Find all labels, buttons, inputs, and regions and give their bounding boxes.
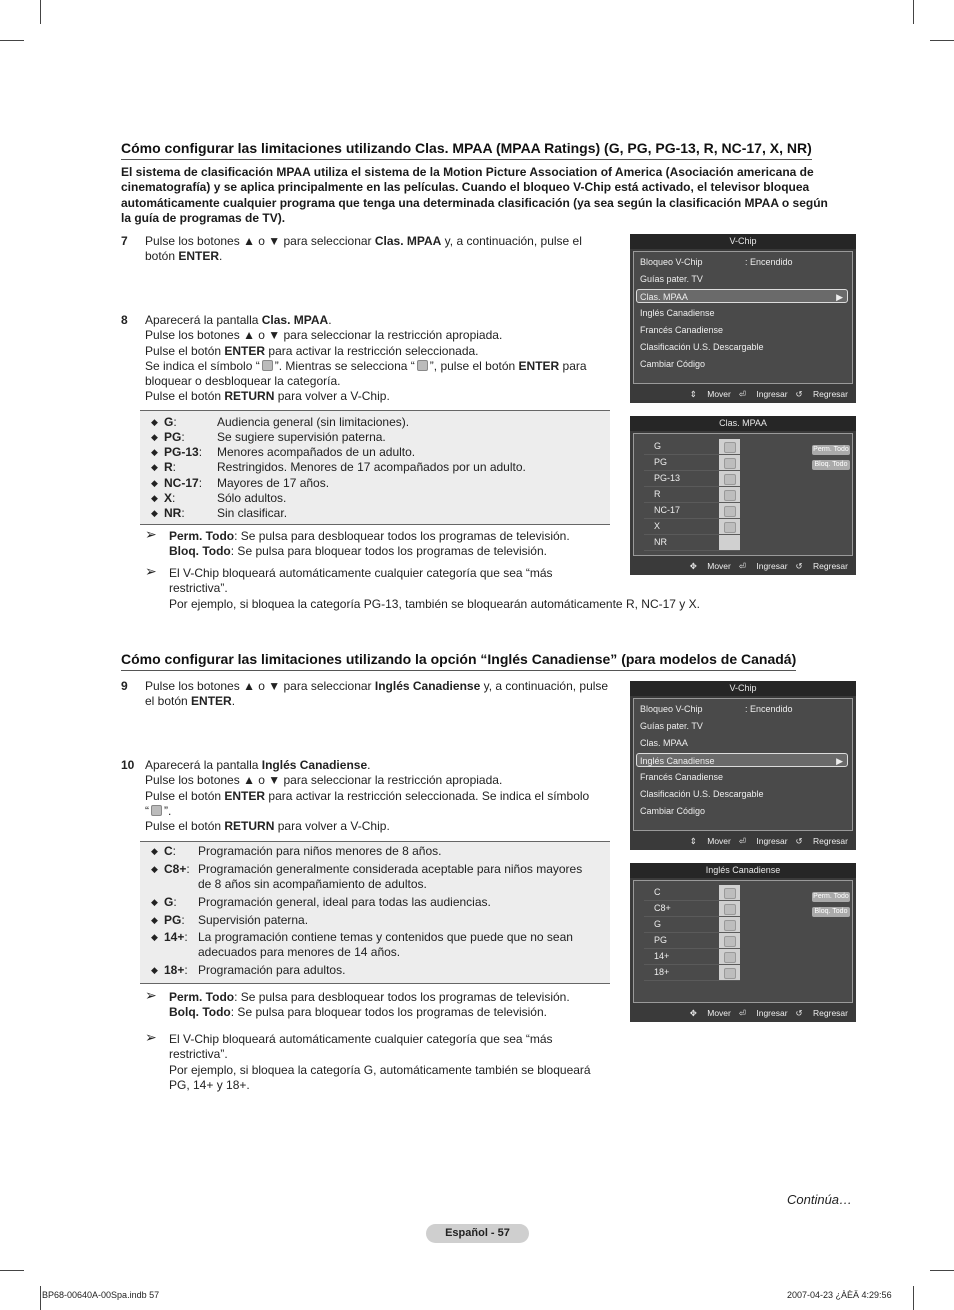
perm-todo-button[interactable]: Perm. Todo (813, 893, 849, 900)
lock-icon (417, 360, 428, 371)
intro-line: El sistema de clasificación MPAA utiliza el sistema de la Motion Picture Association of America (Asociación americana de (121, 165, 814, 179)
screen-footer: ✥ Mover ⏎ Ingresar ↺ Regresar (689, 1008, 848, 1018)
intro-mpaa (121, 165, 851, 226)
menu-item[interactable]: Cambiar Código (640, 806, 706, 816)
menu-item-selected[interactable]: Clas. MPAA ▶ (636, 289, 848, 303)
rating-lock-row[interactable]: C8+ (644, 901, 740, 917)
canadian-screen (630, 863, 856, 1022)
rating-lock-row[interactable]: PG (644, 933, 740, 949)
vchip-screen (630, 234, 856, 403)
rating-lock-row[interactable]: 18+ (644, 965, 740, 981)
print-footer-file: BP68-00640A-00Spa.indb 57 (42, 1290, 160, 1300)
bloq-todo-button[interactable]: Bloq. Todo (812, 460, 850, 470)
lock-icon (724, 474, 736, 485)
mpaa-ratings-box: ◆ G: Audiencia general (sin limitaciones). ◆ PG: Se sugiere supervisión paterna. ◆ PG-13: Menores acompañados de un adulto. ◆ R: Restringidos. Menores de 17 acompañados por un adulto. ◆ NC-17: Mayores de 17 años. ◆ X: Sólo adultos. ◆ NR: Sin clasificar. (140, 410, 610, 525)
arrow-icon: ➢ (145, 526, 157, 542)
lock-icon (262, 360, 273, 371)
menu-item[interactable]: Clas. MPAA (640, 738, 688, 748)
section-title-mpaa: Cómo configurar las limitaciones utilizando Clas. MPAA (MPAA Ratings) (G, PG, PG-13, R, NC-17, X, NR) (121, 140, 812, 156)
menu-item[interactable]: Francés Canadiense (640, 772, 724, 782)
intro-line: automáticamente cualquier programa que tenga una determinada clasificación (ya sea según la clasificación MPAA o según (121, 195, 828, 210)
perm-todo-button[interactable]: Perm. Todo (813, 446, 849, 453)
crop-mark (913, 0, 914, 24)
lock-icon (724, 904, 736, 915)
step-number: 8 (121, 313, 128, 327)
menu-item[interactable]: Inglés Canadiense (640, 308, 715, 318)
screen-title: V-Chip (630, 234, 856, 249)
lock-icon (724, 442, 736, 453)
menu-item-selected[interactable]: Inglés Canadiense ▶ (636, 753, 848, 767)
rating-lock-row[interactable]: PG-13 (644, 471, 740, 487)
lock-icon (724, 968, 736, 979)
canadian-ratings-box: ◆ C: Programación para niños menores de 8 años. ◆ C8+: Programación generalmente considerada aceptable para niños mayores de 8 años sin acompañamiento de adultos. ◆ G: Programación general, ideal para todas las audiencias. ◆ PG: Supervisión paterna. ◆ 14+: La programación contiene temas y contenidos que puede que no sean adecuados para menores de 14 años. ◆ 18+: Programación para adultos. (140, 841, 610, 984)
menu-item[interactable]: Clasificación U.S. Descargable (640, 789, 764, 799)
lock-icon (724, 952, 736, 963)
screen-title: Inglés Canadiense (630, 863, 856, 878)
mpaa-screen (630, 416, 856, 575)
rating-lock-row[interactable]: 14+ (644, 949, 740, 965)
menu-item[interactable]: Francés Canadiense (640, 325, 724, 335)
step-number: 7 (121, 234, 128, 248)
crop-mark (930, 40, 954, 41)
crop-mark (40, 1286, 41, 1310)
step-number: 9 (121, 679, 128, 693)
lock-icon (724, 888, 736, 899)
screen-footer: ⇕ Mover ⏎ Ingresar ↺ Regresar (689, 836, 848, 846)
print-footer-date: 2007-04-23 ¿ÀÈÄ 4:29:56 (787, 1290, 892, 1300)
vchip-screen (630, 681, 856, 850)
rating-lock-row[interactable]: G (644, 917, 740, 933)
continued-label: Continúa… (787, 1192, 853, 1207)
intro-line: cinematografía) y se aplica principalmente en las películas. Cuando el bloqueo V-Chip está activado, el televisor bloquea (121, 180, 810, 195)
crop-mark (913, 1286, 914, 1310)
screen-footer: ✥ Mover ⏎ Ingresar ↺ Regresar (689, 561, 848, 571)
rating-lock-row[interactable]: R (644, 487, 740, 503)
arrow-icon: ➢ (145, 987, 157, 1003)
screen-title: V-Chip (630, 681, 856, 696)
lock-icon (724, 920, 736, 931)
screen-title: Clas. MPAA (630, 416, 856, 431)
menu-item[interactable]: Bloqueo V-Chip : Encendido (640, 257, 793, 267)
step-number: 10 (121, 758, 135, 772)
menu-item[interactable]: Cambiar Código (640, 359, 706, 369)
lock-icon (151, 805, 162, 816)
page-number-badge: Español - 57 (426, 1224, 529, 1243)
arrow-icon: ➢ (145, 563, 157, 579)
arrow-right-icon: ▶ (836, 292, 843, 302)
lock-icon (724, 458, 736, 469)
menu-item[interactable]: Guías pater. TV (640, 274, 703, 284)
intro-line: la guía de programas de TV). (121, 210, 286, 225)
menu-item[interactable]: Guías pater. TV (640, 721, 703, 731)
rating-lock-row[interactable]: NR (644, 535, 740, 551)
bloq-todo-button[interactable]: Bloq. Todo (812, 907, 850, 917)
lock-icon (724, 936, 736, 947)
crop-mark (40, 0, 41, 24)
section-title-canadian: Cómo configurar las limitaciones utilizando la opción “Inglés Canadiense” (para modelos de Canadá) (121, 651, 796, 667)
rating-lock-row[interactable]: NC-17 (644, 503, 740, 519)
rating-lock-row[interactable]: PG (644, 455, 740, 471)
arrow-right-icon: ▶ (836, 756, 843, 766)
crop-mark (0, 1270, 24, 1271)
lock-icon (724, 506, 736, 517)
rating-lock-row[interactable]: C (644, 885, 740, 901)
lock-icon (724, 522, 736, 533)
rating-lock-row[interactable]: G (644, 439, 740, 455)
lock-icon (724, 490, 736, 501)
arrow-icon: ➢ (145, 1029, 157, 1045)
menu-item[interactable]: Bloqueo V-Chip : Encendido (640, 704, 793, 714)
rating-lock-row[interactable]: X (644, 519, 740, 535)
screen-footer: ⇕ Mover ⏎ Ingresar ↺ Regresar (689, 389, 848, 399)
crop-mark (930, 1270, 954, 1271)
crop-mark (0, 40, 24, 41)
menu-item[interactable]: Clasificación U.S. Descargable (640, 342, 764, 352)
